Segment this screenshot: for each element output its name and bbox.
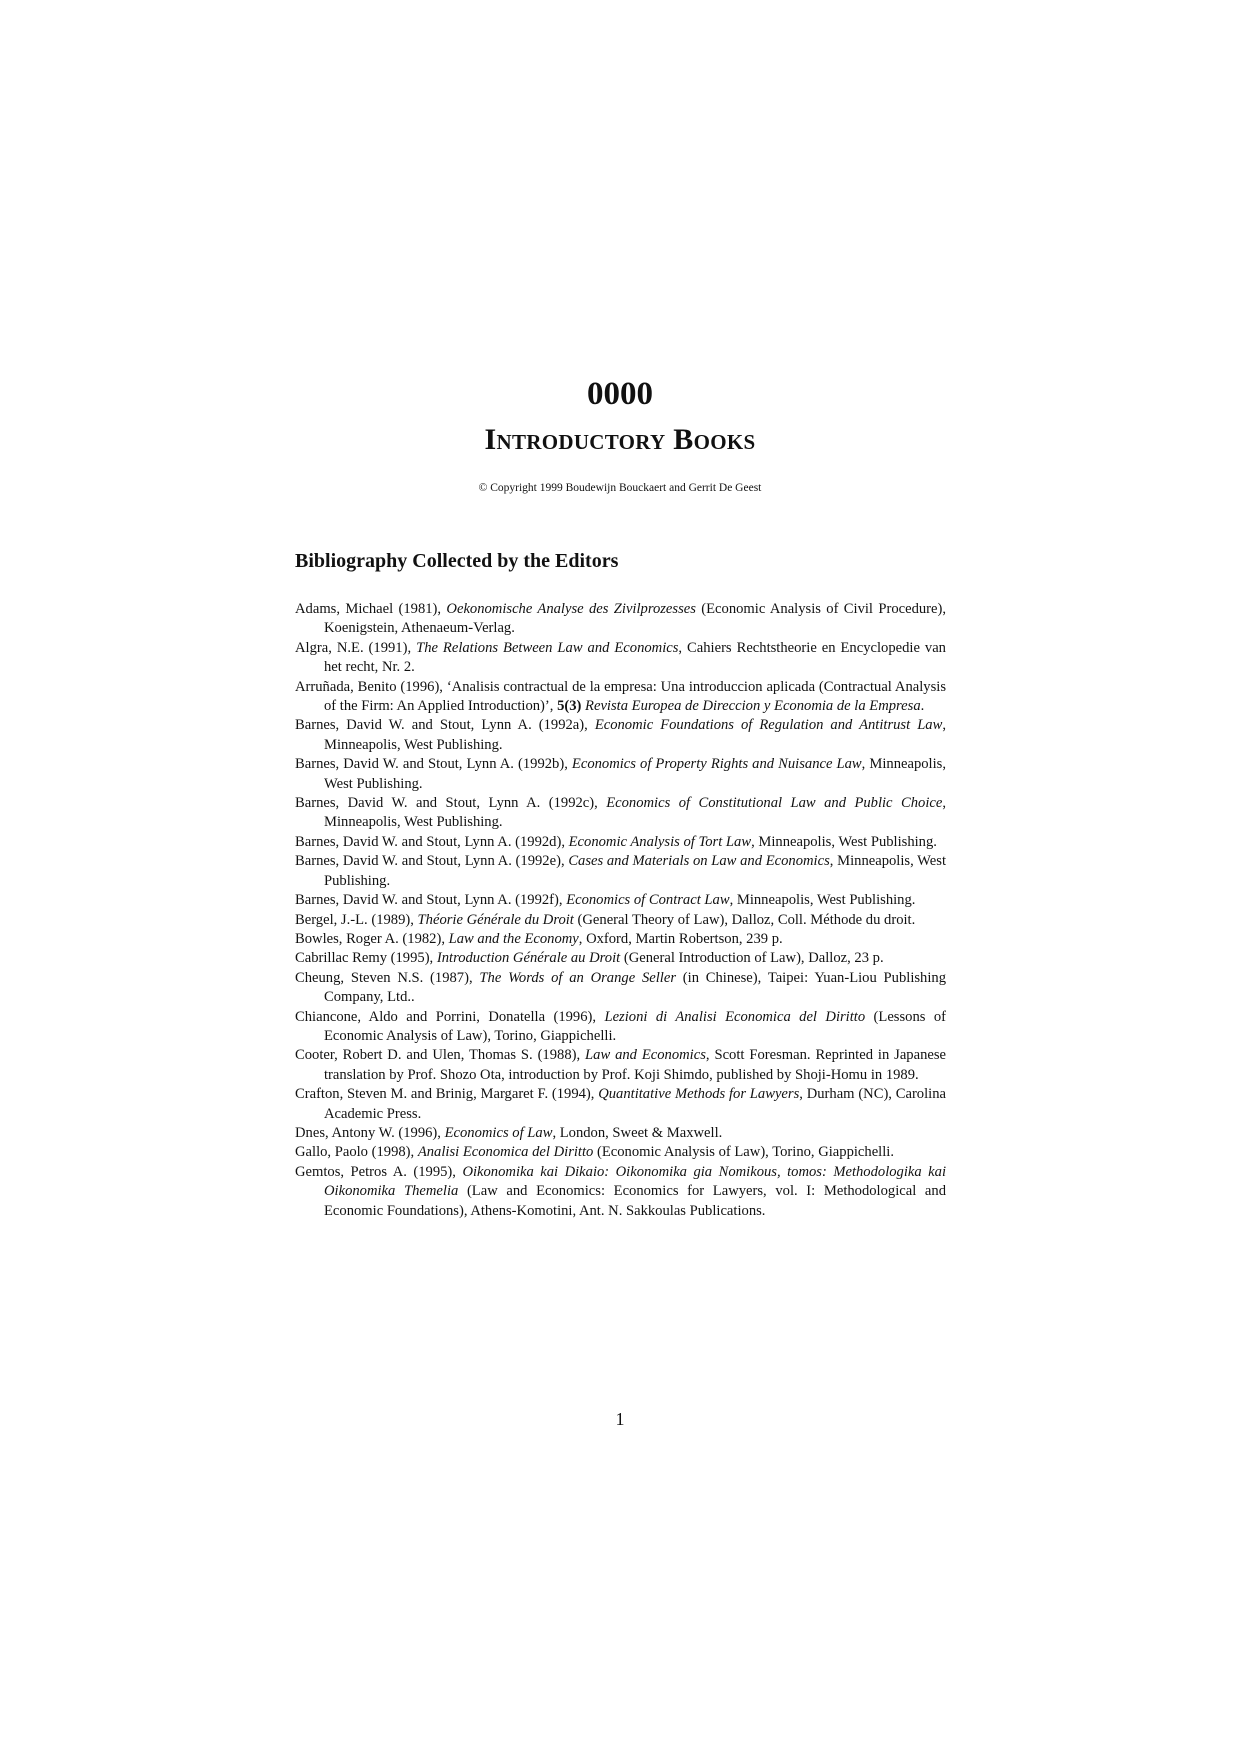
bibliography-entry [295, 678, 946, 717]
entry-details: (Economic Analysis of Civil Procedure), Koenigstein, Athenaeum-Verlag. [324, 601, 947, 637]
entry-title: The Relations Between Law and Economics [416, 639, 679, 656]
copyright-notice: © Copyright 1999 Boudewijn Bouckaert and Gerrit De Geest [478, 482, 762, 494]
entry-details: (General Theory of Law), Dalloz, Coll. Méthode du droit. [573, 911, 916, 928]
entry-authors: Barnes, David W. and Stout, Lynn A. (1992d), [295, 833, 569, 850]
entry-title: Théorie Générale du Droit [417, 911, 574, 928]
entry-title: Economics of Constitutional Law and Public Choice [606, 795, 943, 812]
entry-details: (General Introduction of Law), Dalloz, 23 p. [620, 950, 884, 967]
entry-details: (Law and Economics: Economics for Lawyers, vol. I: Methodological and Economic Foundations), Athens-Komotini, Ant. N. Sakkoulas Publications. [324, 1183, 946, 1219]
entry-details: , Scott Foresman. Reprinted in Japanese translation by Prof. Shozo Ota, introduction by Prof. Koji Shimdo, published by Shoji-Homu in 1989. [324, 1047, 947, 1083]
bibliography-entry [295, 930, 946, 949]
entry-title: Cases and Materials on Law and Economics [568, 853, 830, 870]
entry-authors: Barnes, David W. and Stout, Lynn A. (1992a), [295, 717, 595, 734]
chapter-title: Introductory Books [484, 423, 756, 456]
entry-authors: Algra, N.E. (1991), [295, 639, 417, 656]
entry-authors: Bergel, J.-L. (1989), [295, 911, 418, 928]
entry-title: Lezioni di Analisi Economica del Diritto [604, 1008, 866, 1025]
entry-details: (in Chinese), Taipei: Yuan-Liou Publishing Company, Ltd.. [324, 969, 947, 1006]
entry-authors: Cooter, Robert D. and Ulen, Thomas S. (1988), [295, 1047, 586, 1064]
entry-authors: Gallo, Paolo (1998), [295, 1144, 418, 1161]
entry-details: , Durham (NC), Carolina Academic Press. [324, 1086, 946, 1122]
entry-title: Economics of Law [444, 1124, 553, 1141]
bibliography-entry [295, 911, 946, 930]
entry-authors: Barnes, David W. and Stout, Lynn A. (1992e), [295, 853, 569, 870]
bibliography-entry [295, 639, 946, 678]
entry-details: , Minneapolis, West Publishing. [324, 717, 946, 753]
entry-title: Introduction Générale au Droit [436, 950, 621, 967]
entry-details: , London, Sweet & Maxwell. [552, 1124, 723, 1141]
entry-title: Law and the Economy [448, 930, 579, 947]
entry-details: , Cahiers Rechtstheorie en Encyclopedie van het recht, Nr. 2. [324, 639, 946, 676]
bibliography-entry [295, 716, 946, 755]
entry-authors: Cheung, Steven N.S. (1987), [295, 969, 480, 986]
entry-authors: Cabrillac Remy (1995), [295, 950, 437, 967]
entry-authors: Crafton, Steven M. and Brinig, Margaret F. (1994), [295, 1086, 599, 1103]
bibliography-entry [295, 852, 946, 891]
entry-title: The Words of an Orange Seller [479, 969, 676, 986]
entry-details: , Minneapolis, West Publishing. [324, 756, 946, 792]
entry-details: , Minneapolis, West Publishing. [729, 892, 916, 909]
bibliography-entry [295, 833, 946, 852]
entry-authors: Barnes, David W. and Stout, Lynn A. (1992b), [295, 756, 572, 773]
entry-title: Oikonomika kai Dikaio: Oikonomika gia Nomikous, tomos: Methodologika kai Oikonomika Themelia [324, 1163, 946, 1200]
bibliography-entry [295, 1143, 946, 1162]
entry-details: (Lessons of Economic Analysis of Law), Torino, Giappichelli. [324, 1008, 947, 1044]
entry-title: Economic Analysis of Tort Law [568, 833, 752, 850]
entry-details: , Minneapolis, West Publishing. [324, 853, 946, 889]
chapter-number: 0000 [587, 376, 653, 412]
bibliography-entry [295, 1046, 946, 1085]
entry-details: . [920, 698, 925, 715]
entry-authors: Barnes, David W. and Stout, Lynn A. (1992c), [295, 795, 607, 812]
bibliography-entry [295, 949, 946, 968]
entry-details: (Economic Analysis of Law), Torino, Giappichelli. [593, 1144, 894, 1161]
entry-authors: Barnes, David W. and Stout, Lynn A. (1992f), [295, 892, 567, 909]
entry-details: , Minneapolis, West Publishing. [751, 833, 937, 850]
entry-title: Economics of Contract Law [566, 892, 730, 909]
entry-authors: Dnes, Antony W. (1996), [295, 1124, 445, 1141]
entry-title: Economics of Property Rights and Nuisance Law [571, 756, 862, 773]
entry-authors: Chiancone, Aldo and Porrini, Donatella (1996), [295, 1008, 605, 1025]
entry-volume: 5(3) [557, 698, 582, 715]
entry-title: Law and Economics [585, 1047, 706, 1064]
section-heading: Bibliography Collected by the Editors [295, 550, 619, 572]
bibliography-entry [295, 755, 946, 794]
page-number: 1 [615, 1409, 625, 1429]
entry-title: Oekonomische Analyse des Zivilprozesses [446, 601, 696, 617]
bibliography-entry [295, 1163, 946, 1221]
bibliography-entry [295, 969, 946, 1008]
bibliography-entry [295, 1085, 946, 1124]
bibliography-entry [295, 1124, 946, 1143]
entry-authors: Bowles, Roger A. (1982), [295, 930, 449, 947]
entry-details: , Oxford, Martin Robertson, 239 p. [578, 930, 783, 947]
bibliography-entry [295, 794, 946, 833]
entry-title: Economic Foundations of Regulation and Antitrust Law [594, 717, 943, 734]
entry-title: Analisi Economica del Diritto [417, 1144, 594, 1161]
entry-title: Quantitative Methods for Lawyers [598, 1086, 800, 1103]
bibliography-entry [295, 600, 946, 639]
entry-details: , Minneapolis, West Publishing. [324, 795, 946, 831]
entry-authors: Gemtos, Petros A. (1995), [295, 1163, 463, 1180]
entry-authors: Adams, Michael (1981), [295, 601, 447, 617]
bibliography-entry [295, 1008, 946, 1047]
entry-title: Revista Europea de Direccion y Economia de la Empresa [581, 698, 921, 715]
bibliography-list [295, 600, 946, 1221]
bibliography-entry [295, 891, 946, 910]
entry-authors: Arruñada, Benito (1996), ‘Analisis contractual de la empresa: Una introduccion aplicada (Contractual Analysis of the Firm: An Applied Introduction)’, [295, 678, 946, 715]
